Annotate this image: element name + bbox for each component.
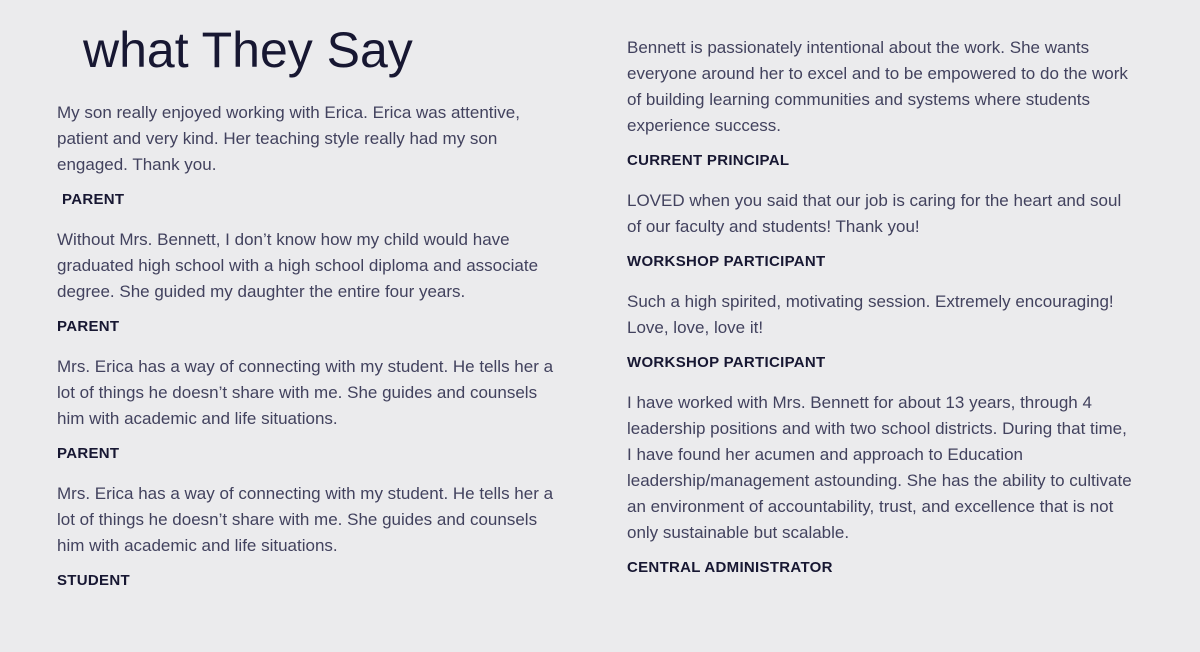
testimonials-column-right [627,14,1132,652]
testimonial [57,227,569,338]
testimonials-column-left [57,14,569,652]
testimonial [57,354,569,465]
section-title: what They Say [83,22,413,78]
testimonial [57,100,569,211]
testimonial-author: WORKSHOP PARTICIPANT [627,253,826,270]
testimonial-author: STUDENT [57,571,130,589]
testimonial-quote: Bennett is passionately intentional about the work. She wants everyone around her to excel and to be empowered to do the work of building learning communities and systems where students experience success. [627,38,1128,135]
testimonial [627,390,1132,579]
testimonial [627,188,1132,273]
testimonial-quote: Mrs. Erica has a way of connecting with my student. He tells her a lot of things he doesn’t share with me. She guides and counsels him with academic and life situations. [57,356,554,428]
testimonial-quote: LOVED when you said that our job is caring for the heart and soul of our faculty and students! Thank you! [627,191,1122,236]
testimonial-author: PARENT [57,444,120,462]
testimonial-quote: Without Mrs. Bennett, I don’t know how my child would have graduated high school with a high school diploma and associate degree. She guided my daughter the entire four years. [57,229,539,301]
testimonial-quote: My son really enjoyed working with Erica. Erica was attentive, patient and very kind. Her teaching style really had my son engaged. Thank you. [57,102,520,174]
testimonial-quote: Mrs. Erica has a way of connecting with my student. He tells her a lot of things he doesn’t share with me. She guides and counsels him with academic and life situations. [57,483,554,555]
testimonial-author: CENTRAL ADMINISTRATOR [627,559,833,576]
testimonial [627,289,1132,374]
testimonial-quote: Such a high spirited, motivating session. Extremely encouraging! Love, love, love it! [627,292,1114,337]
testimonial-author: PARENT [57,317,120,335]
testimonial [57,481,569,592]
testimonial-author: WORKSHOP PARTICIPANT [627,354,826,371]
testimonial-author: PARENT [62,190,125,208]
testimonial-author: CURRENT PRINCIPAL [627,152,790,169]
testimonial-quote: I have worked with Mrs. Bennett for about 13 years, through 4 leadership positions and with two school districts. During that time, I have found her acumen and approach to Education leadership/management astounding. She has the ability to cultivate an environment of accountability, trust, and excellence that is not only sustainable but scalable. [627,393,1132,542]
testimonial [627,35,1132,172]
